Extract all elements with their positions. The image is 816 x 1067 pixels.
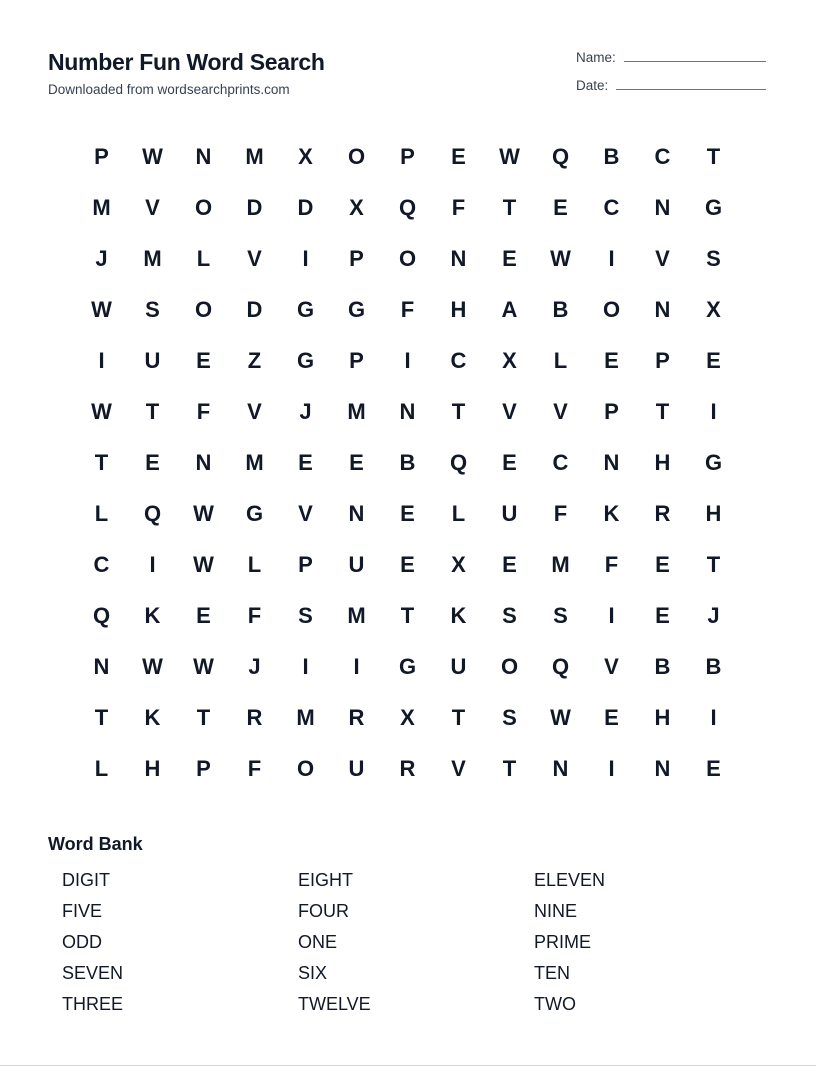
grid-cell: L — [247, 551, 262, 577]
grid-cell: U — [501, 500, 518, 526]
grid-cell: S — [502, 704, 517, 730]
grid-cell: V — [553, 398, 568, 424]
grid-cell: O — [602, 296, 621, 322]
grid-cell: W — [193, 500, 214, 526]
grid-cell: U — [348, 551, 365, 577]
grid-cell: X — [706, 296, 721, 322]
grid-cell: H — [654, 704, 671, 730]
grid-cell: T — [706, 143, 721, 169]
name-line — [624, 60, 766, 62]
grid-cell: N — [195, 449, 212, 475]
grid-cell: E — [604, 704, 619, 730]
grid-cell: X — [400, 704, 415, 730]
grid-cell: X — [349, 194, 364, 220]
grid-cell: W — [193, 653, 214, 679]
grid-cell: E — [706, 347, 721, 373]
word-bank-item: ODD — [62, 932, 102, 952]
grid-cell: P — [196, 755, 211, 781]
grid-cell: R — [654, 500, 671, 526]
grid-cell: W — [91, 398, 112, 424]
grid-cell: E — [196, 602, 211, 628]
grid-cell: K — [144, 602, 161, 628]
grid-cell: W — [142, 653, 163, 679]
grid-cell: E — [196, 347, 211, 373]
word-bank — [62, 868, 770, 1023]
word-bank-item: TWO — [534, 994, 576, 1014]
grid-cell: V — [298, 500, 313, 526]
grid-cell: F — [196, 398, 211, 424]
grid-cell: U — [450, 653, 467, 679]
grid-cell: C — [450, 347, 467, 373]
grid-cell: K — [450, 602, 467, 628]
grid-cell: W — [499, 143, 520, 169]
grid-cell: S — [502, 602, 517, 628]
grid-cell: V — [655, 245, 670, 271]
grid-cell: E — [655, 551, 670, 577]
grid-cell: C — [603, 194, 620, 220]
grid-cell: E — [553, 194, 568, 220]
grid-cell: I — [149, 551, 156, 577]
grid-cell: N — [552, 755, 569, 781]
word-bank-item: NINE — [534, 901, 578, 921]
grid-cell: D — [246, 194, 263, 220]
grid-cell: K — [144, 704, 161, 730]
grid-cell: I — [608, 245, 615, 271]
date-line — [616, 88, 766, 90]
grid-cell: V — [145, 194, 160, 220]
grid-cell: F — [451, 194, 466, 220]
grid-cell: I — [608, 602, 615, 628]
grid-cell: X — [451, 551, 466, 577]
grid-cell: Q — [92, 602, 111, 628]
grid-cell: E — [502, 245, 517, 271]
grid-cell: J — [248, 653, 261, 679]
word-bank-item: TWELVE — [298, 994, 371, 1014]
grid-cell: G — [347, 296, 366, 322]
grid-cell: M — [245, 143, 264, 169]
grid-cell: E — [400, 551, 415, 577]
grid-cell: U — [144, 347, 161, 373]
grid-cell: R — [246, 704, 263, 730]
grid-cell: S — [553, 602, 568, 628]
date-field — [576, 78, 766, 93]
grid-cell: O — [194, 296, 213, 322]
grid-cell: Q — [449, 449, 468, 475]
grid-cell: E — [400, 500, 415, 526]
grid-cell: K — [603, 500, 620, 526]
grid-cell: G — [704, 449, 723, 475]
grid-cell: P — [349, 245, 364, 271]
grid-cell: V — [604, 653, 619, 679]
grid-cell: D — [246, 296, 263, 322]
grid-cell: X — [298, 143, 313, 169]
grid-cell: E — [349, 449, 364, 475]
grid-cell: W — [142, 143, 163, 169]
word-bank-item: ONE — [298, 932, 338, 952]
grid-cell: F — [247, 602, 262, 628]
grid-cell: M — [347, 602, 366, 628]
grid-cell: T — [502, 755, 517, 781]
grid-cell: R — [348, 704, 365, 730]
grid-cell: G — [245, 500, 264, 526]
grid-cell: P — [94, 143, 109, 169]
grid-cell: H — [450, 296, 467, 322]
grid-cell: X — [502, 347, 517, 373]
grid-cell: V — [247, 398, 262, 424]
grid-cell: N — [654, 194, 671, 220]
grid-cell: B — [603, 143, 620, 169]
grid-cell: C — [654, 143, 671, 169]
grid-cell: H — [144, 755, 161, 781]
grid-cell: J — [299, 398, 312, 424]
grid-cell: I — [302, 245, 309, 271]
grid-cell: E — [502, 551, 517, 577]
date-label: Date: — [576, 78, 609, 93]
grid-cell: L — [553, 347, 568, 373]
grid-cell: N — [654, 755, 671, 781]
grid-cell: M — [143, 245, 162, 271]
grid-cell: N — [603, 449, 620, 475]
grid-cell: Q — [398, 194, 417, 220]
grid-cell: L — [94, 500, 109, 526]
grid-cell: W — [193, 551, 214, 577]
grid-cell: T — [400, 602, 415, 628]
grid-cell: J — [707, 602, 720, 628]
grid-cell: E — [451, 143, 466, 169]
grid-cell: S — [145, 296, 160, 322]
grid-cell: B — [399, 449, 416, 475]
name-label: Name: — [576, 50, 616, 65]
grid-cell: L — [94, 755, 109, 781]
grid-cell: E — [706, 755, 721, 781]
grid-cell: R — [399, 755, 416, 781]
grid-cell: E — [145, 449, 160, 475]
grid-cell: T — [451, 704, 466, 730]
word-bank-title: Word Bank — [48, 834, 143, 854]
source-credit: Downloaded from wordsearchprints.com — [48, 82, 290, 97]
grid-cell: I — [98, 347, 105, 373]
grid-cell: L — [451, 500, 466, 526]
grid-cell: O — [194, 194, 213, 220]
grid-cell: I — [302, 653, 309, 679]
grid-cell: P — [349, 347, 364, 373]
grid-cell: I — [404, 347, 411, 373]
grid-cell: W — [91, 296, 112, 322]
grid-cell: D — [297, 194, 314, 220]
grid-cell: S — [298, 602, 313, 628]
grid-cell: T — [145, 398, 160, 424]
grid-cell: M — [92, 194, 111, 220]
grid-cell: L — [196, 245, 211, 271]
grid-cell: F — [553, 500, 568, 526]
grid-cell: V — [247, 245, 262, 271]
word-bank-item: SEVEN — [62, 963, 124, 983]
grid-cell: B — [654, 653, 671, 679]
grid-cell: W — [550, 245, 571, 271]
grid-cell: G — [296, 296, 315, 322]
grid-cell: O — [500, 653, 519, 679]
name-field — [576, 50, 766, 65]
grid-cell: T — [706, 551, 721, 577]
grid-cell: E — [502, 449, 517, 475]
grid-cell: E — [655, 602, 670, 628]
word-bank-item: FOUR — [298, 901, 349, 921]
grid-cell: C — [552, 449, 569, 475]
grid-cell: I — [710, 398, 717, 424]
grid-cell: V — [502, 398, 517, 424]
grid-cell: P — [298, 551, 313, 577]
grid-cell: H — [705, 500, 722, 526]
word-bank-item: EIGHT — [298, 870, 354, 890]
word-bank-item: TEN — [534, 963, 570, 983]
grid-cell: P — [604, 398, 619, 424]
page-title: Number Fun Word Search — [48, 49, 325, 75]
grid-cell: E — [604, 347, 619, 373]
grid-cell: T — [196, 704, 211, 730]
grid-cell: G — [704, 194, 723, 220]
grid-cell: Q — [551, 143, 570, 169]
grid-cell: W — [550, 704, 571, 730]
grid-cell: E — [298, 449, 313, 475]
grid-cell: H — [654, 449, 671, 475]
grid-cell: P — [655, 347, 670, 373]
word-bank-item: DIGIT — [62, 870, 110, 890]
word-bank-item: PRIME — [534, 932, 592, 952]
grid-cell: O — [347, 143, 366, 169]
grid-cell: N — [195, 143, 212, 169]
grid-cell: F — [604, 551, 619, 577]
grid-cell: G — [398, 653, 417, 679]
grid-cell: O — [398, 245, 417, 271]
grid-cell: A — [501, 296, 518, 322]
grid-cell: I — [710, 704, 717, 730]
grid-cell: M — [296, 704, 315, 730]
grid-cell: M — [245, 449, 264, 475]
grid-cell: P — [400, 143, 415, 169]
letter-grid — [76, 131, 739, 794]
grid-cell: M — [551, 551, 570, 577]
word-bank-item: SIX — [298, 963, 328, 983]
grid-cell: T — [94, 449, 109, 475]
grid-cell: U — [348, 755, 365, 781]
grid-cell: Q — [143, 500, 162, 526]
grid-cell: N — [93, 653, 110, 679]
grid-cell: T — [502, 194, 517, 220]
grid-cell: I — [608, 755, 615, 781]
grid-cell: T — [655, 398, 670, 424]
grid-cell: N — [450, 245, 467, 271]
grid-cell: B — [705, 653, 722, 679]
grid-cell: T — [451, 398, 466, 424]
grid-cell: M — [347, 398, 366, 424]
grid-cell: N — [654, 296, 671, 322]
grid-cell: N — [399, 398, 416, 424]
word-bank-item: THREE — [62, 994, 124, 1014]
grid-cell: J — [95, 245, 108, 271]
grid-cell: O — [296, 755, 315, 781]
word-bank-item: FIVE — [62, 901, 103, 921]
grid-cell: G — [296, 347, 315, 373]
word-bank-item: ELEVEN — [534, 870, 606, 890]
grid-cell: F — [247, 755, 262, 781]
grid-cell: C — [93, 551, 110, 577]
grid-cell: T — [94, 704, 109, 730]
grid-cell: S — [706, 245, 721, 271]
grid-cell: V — [451, 755, 466, 781]
grid-cell: Q — [551, 653, 570, 679]
grid-cell: N — [348, 500, 365, 526]
grid-cell: I — [353, 653, 360, 679]
grid-cell: Z — [247, 347, 262, 373]
grid-cell: F — [400, 296, 415, 322]
grid-cell: B — [552, 296, 569, 322]
